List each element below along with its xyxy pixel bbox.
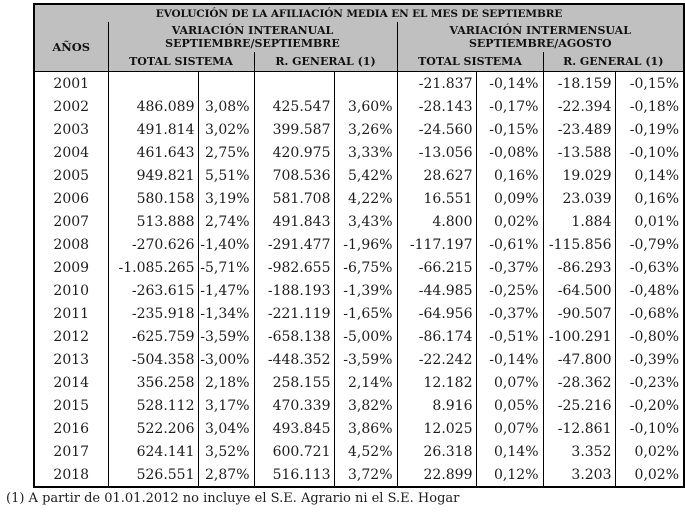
percent-cell: -0,79% (629, 236, 680, 253)
percent-cell: 5,51% (198, 164, 254, 187)
percent-cell: 0,02% (634, 443, 680, 460)
table-row (34, 440, 684, 463)
value-cell: -12.861 (543, 417, 615, 440)
value-cell: 491.843 (254, 210, 334, 233)
value-cell: -64.956 (397, 302, 476, 325)
value-cell: -115.856 (543, 233, 615, 256)
percent-cell: 3,60% (334, 95, 397, 118)
value-cell: -44.985 (397, 279, 476, 302)
subheader-r-general-interanual: R. GENERAL (1) (254, 52, 397, 72)
percent-cell: -0,63% (629, 259, 680, 276)
percent-cell: 4,52% (334, 440, 397, 463)
table-row (34, 325, 684, 348)
percent-cell: -0,51% (476, 325, 543, 348)
value-cell: 526.551 (108, 463, 198, 487)
value-cell: 516.113 (254, 463, 334, 487)
percent-cell: -1,34% (198, 302, 254, 325)
percent-cell: 3,02% (198, 118, 254, 141)
percent-cell: -0,15% (476, 118, 543, 141)
percent-cell: -0,80% (629, 328, 680, 345)
percent-cell: 3,86% (334, 417, 397, 440)
value-cell: -24.560 (397, 118, 476, 141)
percent-cell: -0,25% (476, 279, 543, 302)
value-cell: -291.477 (254, 233, 334, 256)
value-cell: 12.182 (397, 371, 476, 394)
title-row (34, 4, 684, 22)
subheader-total-sistema-interanual: TOTAL SISTEMA (108, 52, 254, 72)
year-cell: 2010 (34, 279, 108, 302)
value-cell: -448.352 (254, 348, 334, 371)
percent-cell: 2,14% (334, 371, 397, 394)
value-cell: 491.814 (108, 118, 198, 141)
value-cell: 470.339 (254, 394, 334, 417)
value-cell: 19.029 (543, 164, 615, 187)
value-cell: -25.216 (543, 394, 615, 417)
value-cell: 486.089 (108, 95, 198, 118)
percent-cell: 3,26% (334, 118, 397, 141)
percent-cell: 3,52% (198, 440, 254, 463)
group-header-intermensual-line2: SEPTIEMBRE/AGOSTO (468, 37, 612, 50)
percent-cell: -0,68% (629, 305, 680, 322)
percent-cell: -1,65% (334, 302, 397, 325)
value-cell: -270.626 (108, 233, 198, 256)
percent-cell (334, 72, 397, 96)
value-cell: -235.918 (108, 302, 198, 325)
year-cell: 2008 (34, 233, 108, 256)
value-cell: -21.837 (397, 72, 476, 96)
percent-cell: 0,09% (476, 187, 543, 210)
percent-cell: 3,43% (334, 210, 397, 233)
percent-cell: 3,33% (334, 141, 397, 164)
value-cell: 522.206 (108, 417, 198, 440)
value-cell: -982.655 (254, 256, 334, 279)
value-cell: 580.158 (108, 187, 198, 210)
value-cell: -263.615 (108, 279, 198, 302)
percent-cell: -0,61% (476, 233, 543, 256)
percent-cell: 3,17% (198, 394, 254, 417)
value-cell: -22.242 (397, 348, 476, 371)
group-header-interanual (108, 22, 397, 52)
affiliation-table (33, 3, 685, 488)
value-cell: 28.627 (397, 164, 476, 187)
value-cell: 12.025 (397, 417, 476, 440)
percent-cell: -0,14% (476, 72, 543, 96)
year-cell: 2016 (34, 417, 108, 440)
group-header-intermensual (397, 22, 684, 52)
table-row (34, 118, 684, 141)
percent-cell: -0,23% (629, 374, 680, 391)
year-cell: 2012 (34, 325, 108, 348)
year-cell: 2002 (34, 95, 108, 118)
subheader-total-sistema-intermensual: TOTAL SISTEMA (397, 52, 543, 72)
value-cell: -90.507 (543, 302, 615, 325)
value-cell: 4.800 (397, 210, 476, 233)
year-cell: 2017 (34, 440, 108, 463)
value-cell: -13.588 (543, 141, 615, 164)
table-header (34, 4, 684, 72)
percent-cell: -3,59% (334, 348, 397, 371)
percent-cell: -0,08% (476, 141, 543, 164)
percent-cell: -0,48% (629, 282, 680, 299)
value-cell: 708.536 (254, 164, 334, 187)
value-cell: -28.362 (543, 371, 615, 394)
value-cell: -221.119 (254, 302, 334, 325)
percent-cell: -0,15% (629, 75, 680, 92)
table-body (34, 72, 684, 488)
value-cell: -86.174 (397, 325, 476, 348)
table-row (34, 95, 684, 118)
value-cell: 258.155 (254, 371, 334, 394)
percent-cell: -0,19% (629, 121, 680, 138)
subheader-row (34, 52, 684, 72)
percent-cell: 3,82% (334, 394, 397, 417)
percent-cell: 0,02% (634, 466, 680, 483)
value-cell: 1.884 (543, 210, 615, 233)
percent-cell: -1,40% (198, 233, 254, 256)
percent-cell: -6,75% (334, 256, 397, 279)
value-cell: -66.215 (397, 256, 476, 279)
percent-cell: 0,16% (634, 190, 680, 207)
percent-cell: -5,00% (334, 325, 397, 348)
table-row (34, 164, 684, 187)
table-row (34, 233, 684, 256)
year-cell: 2004 (34, 141, 108, 164)
value-cell: 8.916 (397, 394, 476, 417)
table-row (34, 463, 684, 487)
table-row (34, 256, 684, 279)
percent-cell: -0,10% (629, 144, 680, 161)
percent-cell: -0,14% (476, 348, 543, 371)
group-header-interanual-line2: SEPTIEMBRE/SEPTIEMBRE (165, 37, 340, 50)
percent-cell: -0,17% (476, 95, 543, 118)
percent-cell: 0,05% (476, 394, 543, 417)
value-cell: 22.899 (397, 463, 476, 487)
percent-cell: -0,18% (629, 98, 680, 115)
value-cell: 600.721 (254, 440, 334, 463)
value-cell: -1.085.265 (108, 256, 198, 279)
percent-cell: 0,07% (476, 371, 543, 394)
value-cell: -28.143 (397, 95, 476, 118)
value-cell: 420.975 (254, 141, 334, 164)
year-cell: 2005 (34, 164, 108, 187)
table-row (34, 394, 684, 417)
percent-cell: 0,16% (476, 164, 543, 187)
value-cell: 23.039 (543, 187, 615, 210)
table-row (34, 72, 684, 96)
value-cell: 949.821 (108, 164, 198, 187)
value-cell: -625.759 (108, 325, 198, 348)
percent-cell (198, 72, 254, 96)
value-cell: 513.888 (108, 210, 198, 233)
percent-cell: -3,59% (198, 325, 254, 348)
value-cell: -23.489 (543, 118, 615, 141)
percent-cell: 5,42% (334, 164, 397, 187)
table-row (34, 371, 684, 394)
percent-cell: -1,96% (334, 233, 397, 256)
value-cell: 26.318 (397, 440, 476, 463)
percent-cell: 3,72% (334, 463, 397, 487)
value-cell: 356.258 (108, 371, 198, 394)
table-row (34, 302, 684, 325)
table-row (34, 141, 684, 164)
percent-cell: 0,02% (476, 210, 543, 233)
percent-cell: 2,75% (198, 141, 254, 164)
percent-cell: 2,74% (198, 210, 254, 233)
value-cell: 3.203 (543, 463, 615, 487)
year-cell: 2009 (34, 256, 108, 279)
value-cell: 16.551 (397, 187, 476, 210)
value-cell: -22.394 (543, 95, 615, 118)
percent-cell: 2,18% (198, 371, 254, 394)
value-cell: 425.547 (254, 95, 334, 118)
year-cell: 2001 (34, 72, 108, 96)
year-cell: 2003 (34, 118, 108, 141)
years-column-header: AÑOS (34, 22, 108, 72)
percent-cell: 3,19% (198, 187, 254, 210)
percent-cell: 3,04% (198, 417, 254, 440)
value-cell: -188.193 (254, 279, 334, 302)
subheader-r-general-intermensual: R. GENERAL (1) (543, 52, 684, 72)
footnote: (1) A partir de 01.01.2012 no incluye el S.E. Agrario ni el S.E. Hogar (6, 491, 460, 506)
value-cell: -504.358 (108, 348, 198, 371)
group-header-interanual-line1: VARIACIÓN INTERANUAL (171, 24, 334, 37)
table-row (34, 210, 684, 233)
value-cell (254, 72, 334, 96)
value-cell: 399.587 (254, 118, 334, 141)
percent-cell: 0,07% (476, 417, 543, 440)
value-cell: -47.800 (543, 348, 615, 371)
value-cell: -117.197 (397, 233, 476, 256)
value-cell: -86.293 (543, 256, 615, 279)
percent-cell: 0,14% (634, 167, 680, 184)
percent-cell: -0,20% (629, 397, 680, 414)
percent-cell: 3,08% (198, 95, 254, 118)
group-header-row (34, 22, 684, 52)
value-cell (108, 72, 198, 96)
table-row (34, 187, 684, 210)
percent-cell: -0,10% (629, 420, 680, 437)
value-cell: -658.138 (254, 325, 334, 348)
value-cell: 528.112 (108, 394, 198, 417)
year-cell: 2018 (34, 463, 108, 487)
table-title: EVOLUCIÓN DE LA AFILIACIÓN MEDIA EN EL MES DE SEPTIEMBRE (34, 4, 684, 22)
table-row (34, 348, 684, 371)
value-cell: -18.159 (543, 72, 615, 96)
value-cell: -64.500 (543, 279, 615, 302)
value-cell: 493.845 (254, 417, 334, 440)
percent-cell: -0,37% (476, 302, 543, 325)
percent-cell: -0,37% (476, 256, 543, 279)
year-cell: 2015 (34, 394, 108, 417)
percent-cell: -3,00% (198, 348, 254, 371)
value-cell: -100.291 (543, 325, 615, 348)
percent-cell: -0,39% (629, 351, 680, 368)
value-cell: -13.056 (397, 141, 476, 164)
year-cell: 2011 (34, 302, 108, 325)
year-cell: 2013 (34, 348, 108, 371)
year-cell: 2007 (34, 210, 108, 233)
value-cell: 581.708 (254, 187, 334, 210)
value-cell: 3.352 (543, 440, 615, 463)
percent-cell: 4,22% (334, 187, 397, 210)
group-header-intermensual-line1: VARIACIÓN INTERMENSUAL (449, 24, 631, 37)
percent-cell: -5,71% (198, 256, 254, 279)
value-cell: 624.141 (108, 440, 198, 463)
year-cell: 2006 (34, 187, 108, 210)
percent-cell: -1,47% (198, 279, 254, 302)
percent-cell: 0,01% (634, 213, 680, 230)
percent-cell: 0,14% (476, 440, 543, 463)
year-cell: 2014 (34, 371, 108, 394)
percent-cell: 0,12% (476, 463, 543, 487)
table-row (34, 279, 684, 302)
percent-cell: 2,87% (198, 463, 254, 487)
percent-cell: -1,39% (334, 279, 397, 302)
table-row (34, 417, 684, 440)
value-cell: 461.643 (108, 141, 198, 164)
